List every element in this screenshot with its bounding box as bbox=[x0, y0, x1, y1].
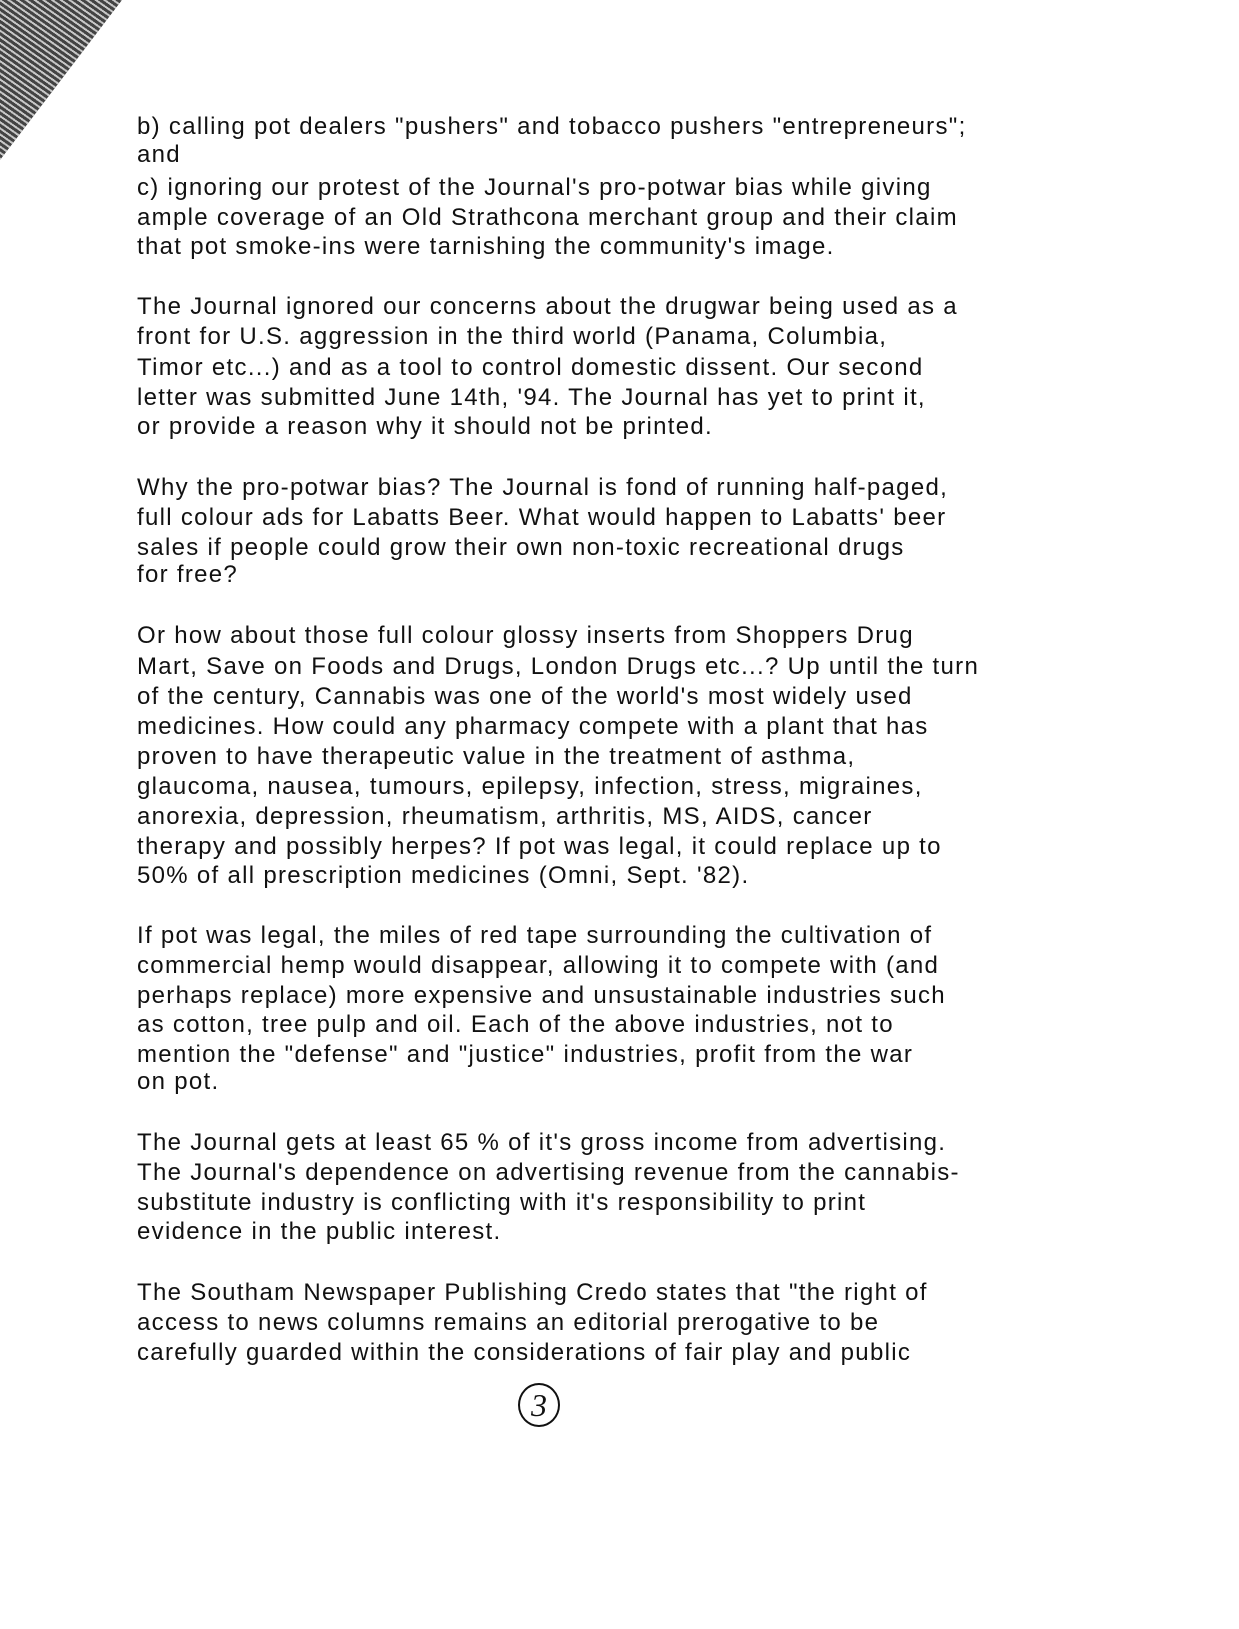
text-line: Timor etc...) and as a tool to control domestic dissent. Our second bbox=[137, 354, 924, 381]
text-line: access to news columns remains an editorial prerogative to be bbox=[137, 1309, 880, 1336]
text-line: of the century, Cannabis was one of the world's most widely used bbox=[137, 683, 913, 710]
text-line: Why the pro-potwar bias? The Journal is fond of running half-paged, bbox=[137, 474, 949, 501]
text-line: The Journal's dependence on advertising revenue from the cannabis- bbox=[137, 1159, 960, 1186]
text-line: front for U.S. aggression in the third world (Panama, Columbia, bbox=[137, 323, 888, 350]
text-line: on pot. bbox=[137, 1068, 220, 1095]
text-line: 50% of all prescription medicines (Omni, Sept. '82). bbox=[137, 862, 750, 889]
text-line: for free? bbox=[137, 561, 239, 588]
text-line: evidence in the public interest. bbox=[137, 1218, 502, 1245]
text-line: Or how about those full colour glossy inserts from Shoppers Drug bbox=[137, 622, 914, 649]
text-line: c) ignoring our protest of the Journal's pro-potwar bias while giving bbox=[137, 174, 932, 201]
text-line: ample coverage of an Old Strathcona merchant group and their claim bbox=[137, 204, 958, 231]
text-line: mention the "defense" and "justice" industries, profit from the war bbox=[137, 1041, 914, 1068]
text-line: carefully guarded within the considerations of fair play and public bbox=[137, 1339, 912, 1366]
text-line: b) calling pot dealers "pushers" and tobacco pushers "entrepreneurs"; bbox=[137, 113, 967, 140]
text-line: anorexia, depression, rheumatism, arthritis, MS, AIDS, cancer bbox=[137, 803, 873, 830]
text-line: sales if people could grow their own non-toxic recreational drugs bbox=[137, 534, 905, 561]
text-line: commercial hemp would disappear, allowing it to compete with (and bbox=[137, 952, 940, 979]
text-line: If pot was legal, the miles of red tape surrounding the cultivation of bbox=[137, 922, 933, 949]
text-line: perhaps replace) more expensive and unsustainable industries such bbox=[137, 982, 946, 1009]
text-line: full colour ads for Labatts Beer. What would happen to Labatts' beer bbox=[137, 504, 947, 531]
text-line: that pot smoke-ins were tarnishing the community's image. bbox=[137, 233, 835, 260]
text-line: medicines. How could any pharmacy compete with a plant that has bbox=[137, 713, 929, 740]
text-line: Mart, Save on Foods and Drugs, London Drugs etc...? Up until the turn bbox=[137, 653, 980, 680]
text-line: glaucoma, nausea, tumours, epilepsy, infection, stress, migraines, bbox=[137, 773, 923, 800]
text-line: The Journal gets at least 65 % of it's gross income from advertising. bbox=[137, 1129, 947, 1156]
text-line: or provide a reason why it should not be printed. bbox=[137, 413, 714, 440]
text-line: letter was submitted June 14th, '94. The Journal has yet to print it, bbox=[137, 384, 926, 411]
text-line: and bbox=[137, 141, 181, 168]
page-number: 3 bbox=[518, 1383, 560, 1427]
text-line: substitute industry is conflicting with it's responsibility to print bbox=[137, 1189, 867, 1216]
text-line: therapy and possibly herpes? If pot was legal, it could replace up to bbox=[137, 833, 942, 860]
text-line: as cotton, tree pulp and oil. Each of the above industries, not to bbox=[137, 1011, 894, 1038]
text-line: proven to have therapeutic value in the treatment of asthma, bbox=[137, 743, 856, 770]
text-line: The Journal ignored our concerns about the drugwar being used as a bbox=[137, 293, 958, 320]
text-line: The Southam Newspaper Publishing Credo states that "the right of bbox=[137, 1279, 928, 1306]
